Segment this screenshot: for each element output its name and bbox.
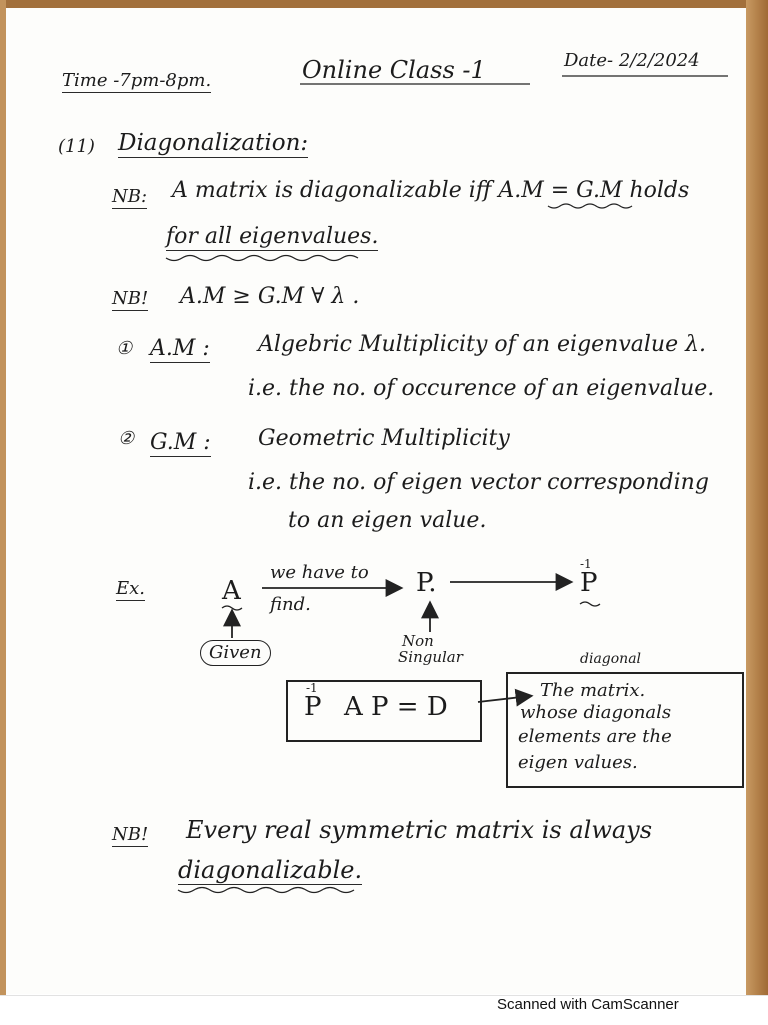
diagonal-note-line-4: eigen values. <box>518 752 638 773</box>
gm-meaning-continued: to an eigen value. <box>288 508 487 533</box>
time-label: Time -7pm-8pm. <box>62 70 212 91</box>
p-inverse-exponent: -1 <box>580 557 592 571</box>
nb-tag-1: NB: <box>112 186 148 207</box>
arrow-label-top: we have to <box>270 562 369 583</box>
page-title: Online Class -1 <box>302 56 486 84</box>
nb-text-1: A matrix is diagonalizable iff A.M = G.M holds <box>172 178 690 203</box>
gm-term: G.M : <box>150 430 211 455</box>
matrix-p-inverse: P <box>580 568 598 598</box>
am-term: A.M : <box>150 336 210 361</box>
diagonal-note-line-1: The matrix. <box>540 680 646 701</box>
nb-text-1-continued: for all eigenvalues. <box>166 224 379 249</box>
matrix-p: P. <box>416 568 437 598</box>
equation-p: P <box>304 692 322 722</box>
section-heading: Diagonalization: <box>118 130 309 156</box>
am-definition: Algebric Multiplicity of an eigenvalue λ. <box>258 332 707 357</box>
wavy-underline-diagonalizable <box>178 888 354 893</box>
gm-definition: Geometric Multiplicity <box>258 426 510 451</box>
diagonal-note-line-2: whose diagonals <box>520 702 672 723</box>
matrix-a: A <box>222 576 241 606</box>
wavy-underline-eigenvalues <box>166 256 358 261</box>
example-label: Ex. <box>116 578 146 599</box>
nb-tag-2: NB! <box>112 288 149 309</box>
nb-tag-3: NB! <box>112 824 149 845</box>
nb-text-2: A.M ≥ G.M ∀ λ . <box>180 284 360 309</box>
scanner-watermark: Scanned with CamScanner <box>497 996 679 1013</box>
non-label: Non <box>402 632 434 650</box>
nb-text-3-continued: diagonalizable. <box>178 856 363 884</box>
arrow-d-to-note <box>478 696 530 702</box>
given-label: Given <box>200 640 271 666</box>
equation-p-exponent: -1 <box>306 681 318 695</box>
diagonal-note-line-3: elements are the <box>518 726 672 747</box>
am-bullet: ① <box>116 338 133 359</box>
diagonal-insert: diagonal <box>580 651 642 667</box>
am-meaning: i.e. the no. of occurence of an eigenvalue. <box>248 376 715 401</box>
date-label: Date- 2/2/2024 <box>564 50 700 71</box>
section-number: (11) <box>58 136 95 157</box>
gm-bullet: ② <box>118 428 135 449</box>
gm-meaning: i.e. the no. of eigen vector corresponding <box>248 470 709 495</box>
nb-text-3: Every real symmetric matrix is always <box>186 816 653 844</box>
singular-label: Singular <box>398 648 463 666</box>
tilde-under-a <box>222 606 242 610</box>
wavy-underline-am-gm <box>548 204 632 208</box>
equation-rest: A P = D <box>344 692 448 722</box>
arrow-label-bottom: find. <box>270 594 311 615</box>
tilde-under-p-inverse <box>580 602 600 606</box>
